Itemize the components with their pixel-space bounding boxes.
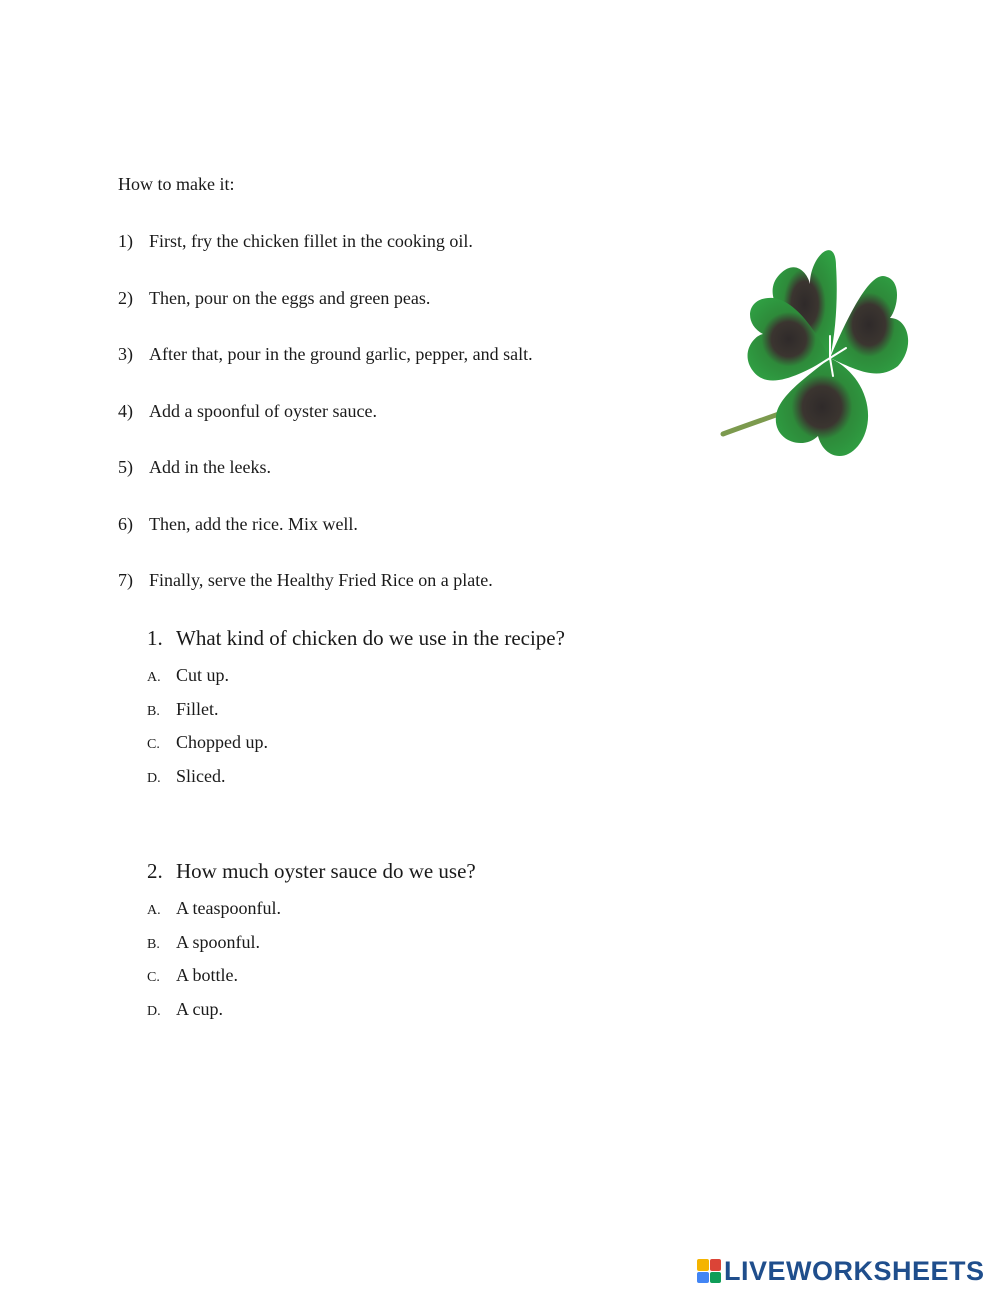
answer-option[interactable] xyxy=(147,665,229,686)
question-text: How much oyster sauce do we use? xyxy=(176,859,476,883)
option-text: A teaspoonful. xyxy=(176,898,281,918)
option-text: Sliced. xyxy=(176,766,226,786)
step-text: Then, pour on the eggs and green peas. xyxy=(149,288,431,308)
option-text: A cup. xyxy=(176,999,223,1019)
step-item xyxy=(118,514,358,535)
instructions-heading: How to make it: xyxy=(118,174,235,194)
option-letter: C. xyxy=(147,970,160,985)
option-text: A bottle. xyxy=(176,965,238,985)
step-text: Add in the leeks. xyxy=(149,457,271,477)
step-text: Then, add the rice. Mix well. xyxy=(149,514,358,534)
option-text: Cut up. xyxy=(176,665,230,685)
option-letter: A. xyxy=(147,903,161,918)
step-number: 3) xyxy=(118,344,133,364)
question-title xyxy=(147,626,565,651)
step-text: After that, pour in the ground garlic, pepper, and salt. xyxy=(149,344,533,364)
answer-option[interactable] xyxy=(147,898,281,919)
option-letter: A. xyxy=(147,670,161,685)
answer-option[interactable] xyxy=(147,766,226,787)
liveworksheets-brand xyxy=(697,1256,985,1286)
step-item xyxy=(118,570,493,591)
step-number: 6) xyxy=(118,514,133,534)
step-item xyxy=(118,401,377,422)
step-item xyxy=(118,231,473,252)
step-text: Finally, serve the Healthy Fried Rice on a plate. xyxy=(149,570,493,590)
step-number: 1) xyxy=(118,231,133,251)
option-letter: D. xyxy=(147,771,161,786)
option-text: Chopped up. xyxy=(176,732,268,752)
four-leaf-clover-icon xyxy=(718,236,913,466)
answer-option[interactable] xyxy=(147,932,260,953)
step-number: 4) xyxy=(118,401,133,421)
step-number: 2) xyxy=(118,288,133,308)
brand-name: LIVEWORKSHEETS xyxy=(724,1255,985,1286)
step-text: Add a spoonful of oyster sauce. xyxy=(149,401,377,421)
question-title xyxy=(147,859,476,884)
option-text: A spoonful. xyxy=(176,932,261,952)
option-letter: D. xyxy=(147,1004,161,1019)
answer-option[interactable] xyxy=(147,699,219,720)
option-letter: C. xyxy=(147,737,160,752)
question-number: 2. xyxy=(147,859,163,883)
question-number: 1. xyxy=(147,626,163,650)
question-text: What kind of chicken do we use in the recipe? xyxy=(176,626,565,650)
step-item xyxy=(118,457,271,478)
step-number: 5) xyxy=(118,457,133,477)
option-text: Fillet. xyxy=(176,699,219,719)
answer-option[interactable] xyxy=(147,732,268,753)
step-item xyxy=(118,344,533,365)
option-letter: B. xyxy=(147,704,160,719)
answer-option[interactable] xyxy=(147,999,223,1020)
option-letter: B. xyxy=(147,937,160,952)
step-item xyxy=(118,288,430,309)
answer-option[interactable] xyxy=(147,965,238,986)
step-number: 7) xyxy=(118,570,133,590)
liveworksheets-logo-icon xyxy=(697,1259,721,1283)
step-text: First, fry the chicken fillet in the cooking oil. xyxy=(149,231,473,251)
